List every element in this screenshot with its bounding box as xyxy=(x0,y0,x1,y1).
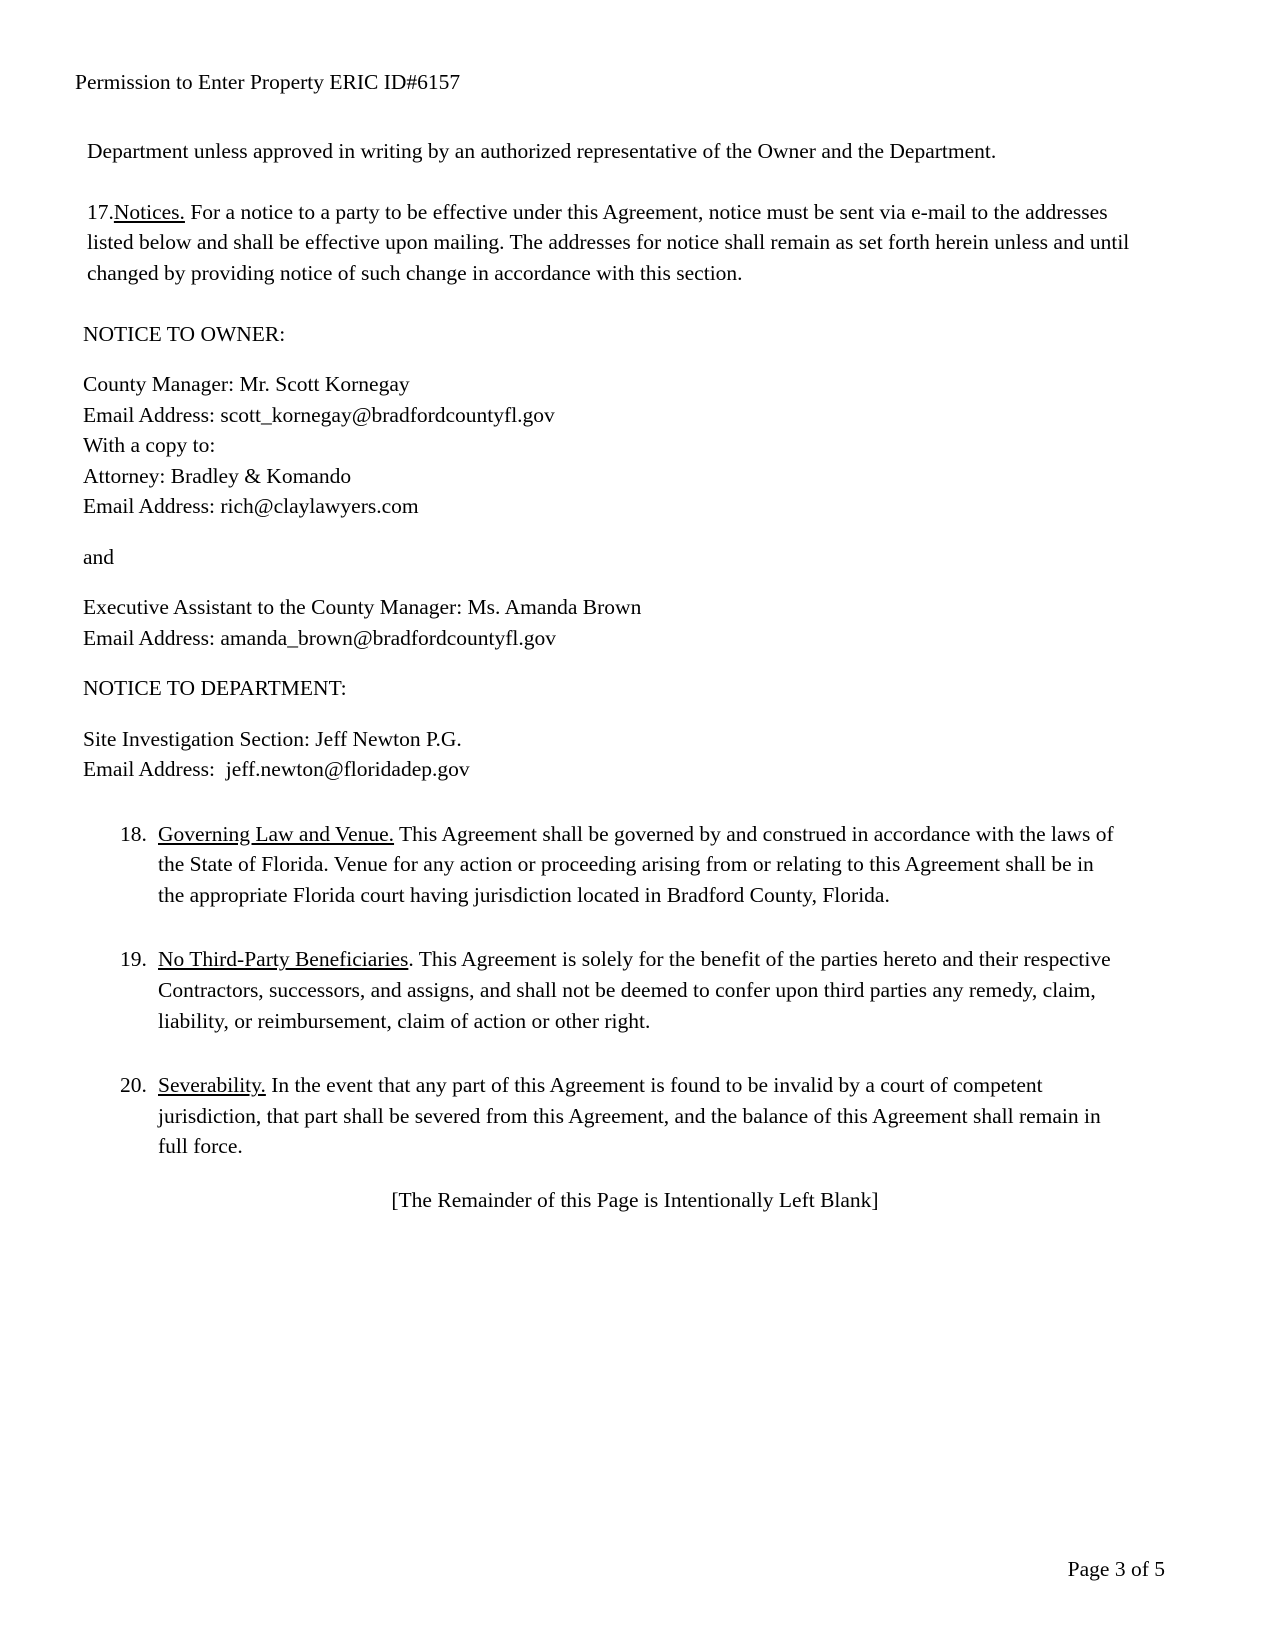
section-18-heading: Governing Law and Venue. xyxy=(158,821,395,846)
section-19-item xyxy=(120,944,1120,1036)
notice-to-owner-line-4: Email Address: rich@claylawyers.com xyxy=(83,494,419,519)
section-18-item xyxy=(120,819,1120,911)
section-20-number: 20. xyxy=(120,1073,147,1098)
lead-paragraph: Department unless approved in writing by an authorized representative of the Owner and the Department. xyxy=(87,138,997,163)
section-19-text: This Agreement is solely for the benefit of the parties hereto and their respective Contractors, successors, and assigns, and shall not be deemed to confer upon third parties any remedy, claim, liability, or reimbursement, claim of action or other right. xyxy=(158,947,1111,1033)
section-20-item xyxy=(120,1070,1120,1162)
remainder-note: [The Remainder of this Page is Intentionally Left Blank] xyxy=(391,1187,879,1212)
notice-to-owner-heading: NOTICE TO OWNER: xyxy=(83,321,286,346)
section-19-number: 19. xyxy=(120,947,147,972)
notice-to-owner-second-line-0: Executive Assistant to the County Manager: Ms. Amanda Brown xyxy=(83,595,642,620)
section-19-heading-suffix: . xyxy=(408,947,414,972)
section-20-text: In the event that any part of this Agreement is found to be invalid by a court of competent jurisdiction, that part shall be severed from this Agreement, and the balance of this Agreement shall remain in full force. xyxy=(158,1073,1101,1159)
section-17-heading: Notices. xyxy=(113,199,185,224)
notice-to-owner-second-line-1: Email Address: amanda_brown@bradfordcountyfl.gov xyxy=(83,625,556,650)
numbered-sections-list xyxy=(75,819,1165,1162)
section-19-heading: No Third-Party Beneficiaries xyxy=(158,947,409,972)
notice-to-owner-line-3: Attorney: Bradley & Komando xyxy=(83,463,352,488)
notice-to-owner-line-1: Email Address: scott_kornegay@bradfordcountyfl.gov xyxy=(83,402,555,427)
notice-to-owner-line-2: With a copy to: xyxy=(83,433,216,458)
notice-conjunction: and xyxy=(83,544,115,569)
section-17-number: 17. xyxy=(87,199,114,224)
notice-to-owner-block xyxy=(83,319,1165,785)
section-20-heading: Severability. xyxy=(158,1073,266,1098)
notice-to-department-line-0: Site Investigation Section: Jeff Newton P.G. xyxy=(83,726,462,751)
section-18-text: This Agreement shall be governed by and construed in accordance with the laws of the State of Florida. Venue for any action or proceeding arising from or relating to this Agreement shall be in the appropriate Florida court having jurisdiction located in Bradford County, Florida. xyxy=(158,821,1114,907)
page-header: Permission to Enter Property ERIC ID#6157 xyxy=(75,70,461,94)
notice-to-department-heading: NOTICE TO DEPARTMENT: xyxy=(83,676,347,701)
section-17-text: For a notice to a party to be effective under this Agreement, notice must be sent via e-mail to the addresses listed below and shall be effective upon mailing. The addresses for notice shall remain as set forth herein unless and until changed by providing notice of such change in accordance with this section. xyxy=(87,199,1130,285)
notice-to-owner-line-0: County Manager: Mr. Scott Kornegay xyxy=(83,372,410,397)
page-footer: Page 3 of 5 xyxy=(1067,1557,1165,1581)
section-17-paragraph xyxy=(87,197,1137,289)
section-18-number: 18. xyxy=(120,821,147,846)
notice-to-department-line-1: Email Address: jeff.newton@floridadep.gov xyxy=(83,757,470,782)
